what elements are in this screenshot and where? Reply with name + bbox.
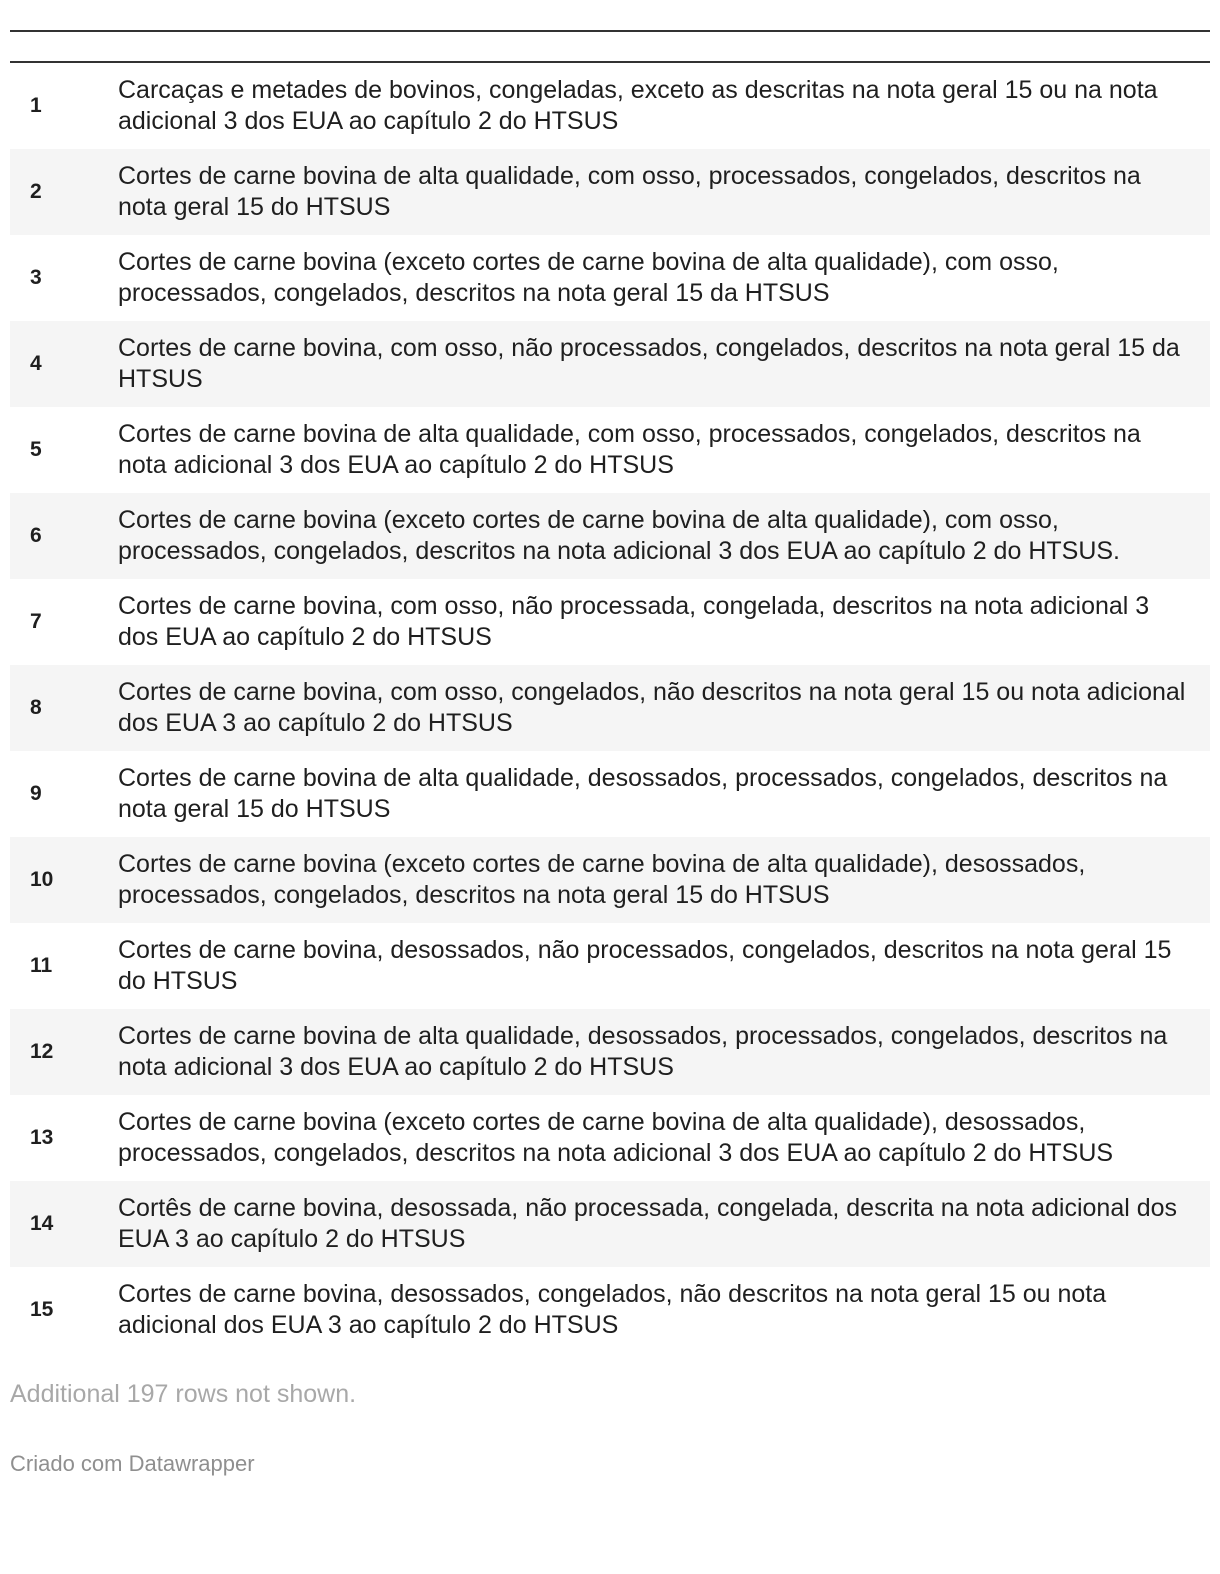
table-row	[10, 665, 1210, 751]
datawrapper-table-page	[0, 30, 1220, 1477]
row-number-cell: 3	[30, 266, 42, 289]
row-description-cell: Cortês de carne bovina, desossada, não processada, congelada, descrita na nota adicional dos EUA 3 ao capítulo 2 do HTSUS	[118, 1194, 1178, 1253]
datawrapper-attribution: Criado com Datawrapper	[10, 1451, 255, 1476]
rows-not-shown-note: Additional 197 rows not shown.	[10, 1380, 357, 1408]
row-description-cell: Cortes de carne bovina, com osso, não processada, congelada, descritos na nota adicional 3 dos EUA ao capítulo 2 do HTSUS	[118, 592, 1150, 651]
table-row	[10, 235, 1210, 321]
row-number-cell: 15	[30, 1298, 54, 1321]
table-row	[10, 751, 1210, 837]
table-row	[10, 923, 1210, 1009]
table-row	[10, 1181, 1210, 1267]
row-description-cell: Cortes de carne bovina, desossados, congelados, não descritos na nota geral 15 ou nota adicional dos EUA 3 ao capítulo 2 do HTSUS	[118, 1280, 1107, 1339]
row-number-cell: 9	[30, 782, 42, 805]
data-table	[10, 30, 1210, 1353]
row-description-cell: Cortes de carne bovina de alta qualidade, com osso, processados, congelados, descritos na nota geral 15 do HTSUS	[118, 162, 1141, 221]
table-header-empty	[10, 32, 1210, 63]
row-number-cell: 14	[30, 1212, 54, 1235]
row-description-cell: Carcaças e metades de bovinos, congeladas, exceto as descritas na nota geral 15 ou na nota adicional 3 dos EUA ao capítulo 2 do HTSUS	[118, 76, 1158, 135]
table-body	[10, 63, 1210, 1353]
table-row	[10, 63, 1210, 149]
row-description-cell: Cortes de carne bovina, com osso, congelados, não descritos na nota geral 15 ou nota adicional dos EUA 3 ao capítulo 2 do HTSUS	[118, 678, 1186, 737]
table-row	[10, 579, 1210, 665]
table-row	[10, 407, 1210, 493]
row-number-cell: 8	[30, 696, 42, 719]
row-number-cell: 4	[30, 352, 42, 375]
table-row	[10, 493, 1210, 579]
table-row	[10, 1009, 1210, 1095]
row-description-cell: Cortes de carne bovina de alta qualidade, desossados, processados, congelados, descritos na nota geral 15 do HTSUS	[118, 764, 1168, 823]
row-number-cell: 13	[30, 1126, 54, 1149]
row-number-cell: 1	[30, 94, 42, 117]
table-row	[10, 837, 1210, 923]
row-number-cell: 6	[30, 524, 42, 547]
row-description-cell: Cortes de carne bovina, desossados, não processados, congelados, descritos na nota geral 15 do HTSUS	[118, 936, 1172, 995]
row-description-cell: Cortes de carne bovina de alta qualidade, desossados, processados, congelados, descritos na nota adicional 3 dos EUA ao capítulo 2 do HTSUS	[118, 1022, 1168, 1081]
row-description-cell: Cortes de carne bovina (exceto cortes de carne bovina de alta qualidade), desossados, processados, congelados, descritos na nota adicional 3 dos EUA ao capítulo 2 do HTSUS	[118, 1108, 1114, 1167]
row-description-cell: Cortes de carne bovina, com osso, não processados, congelados, descritos na nota geral 15 da HTSUS	[118, 334, 1180, 393]
table-row	[10, 1095, 1210, 1181]
row-description-cell: Cortes de carne bovina de alta qualidade, com osso, processados, congelados, descritos na nota adicional 3 dos EUA ao capítulo 2 do HTSUS	[118, 420, 1141, 479]
table-row	[10, 149, 1210, 235]
row-number-cell: 7	[30, 610, 42, 633]
row-description-cell: Cortes de carne bovina (exceto cortes de carne bovina de alta qualidade), com osso, processados, congelados, descritos na nota geral 15 da HTSUS	[118, 248, 1059, 307]
row-number-cell: 12	[30, 1040, 54, 1063]
table-row	[10, 321, 1210, 407]
row-description-cell: Cortes de carne bovina (exceto cortes de carne bovina de alta qualidade), desossados, processados, congelados, descritos na nota geral 15 do HTSUS	[118, 850, 1086, 909]
row-description-cell: Cortes de carne bovina (exceto cortes de carne bovina de alta qualidade), com osso, processados, congelados, descritos na nota adicional 3 dos EUA ao capítulo 2 do HTSUS.	[118, 506, 1120, 565]
row-number-cell: 5	[30, 438, 42, 461]
row-number-cell: 2	[30, 180, 42, 203]
row-number-cell: 11	[30, 954, 53, 977]
table-row	[10, 1267, 1210, 1353]
row-number-cell: 10	[30, 868, 54, 891]
